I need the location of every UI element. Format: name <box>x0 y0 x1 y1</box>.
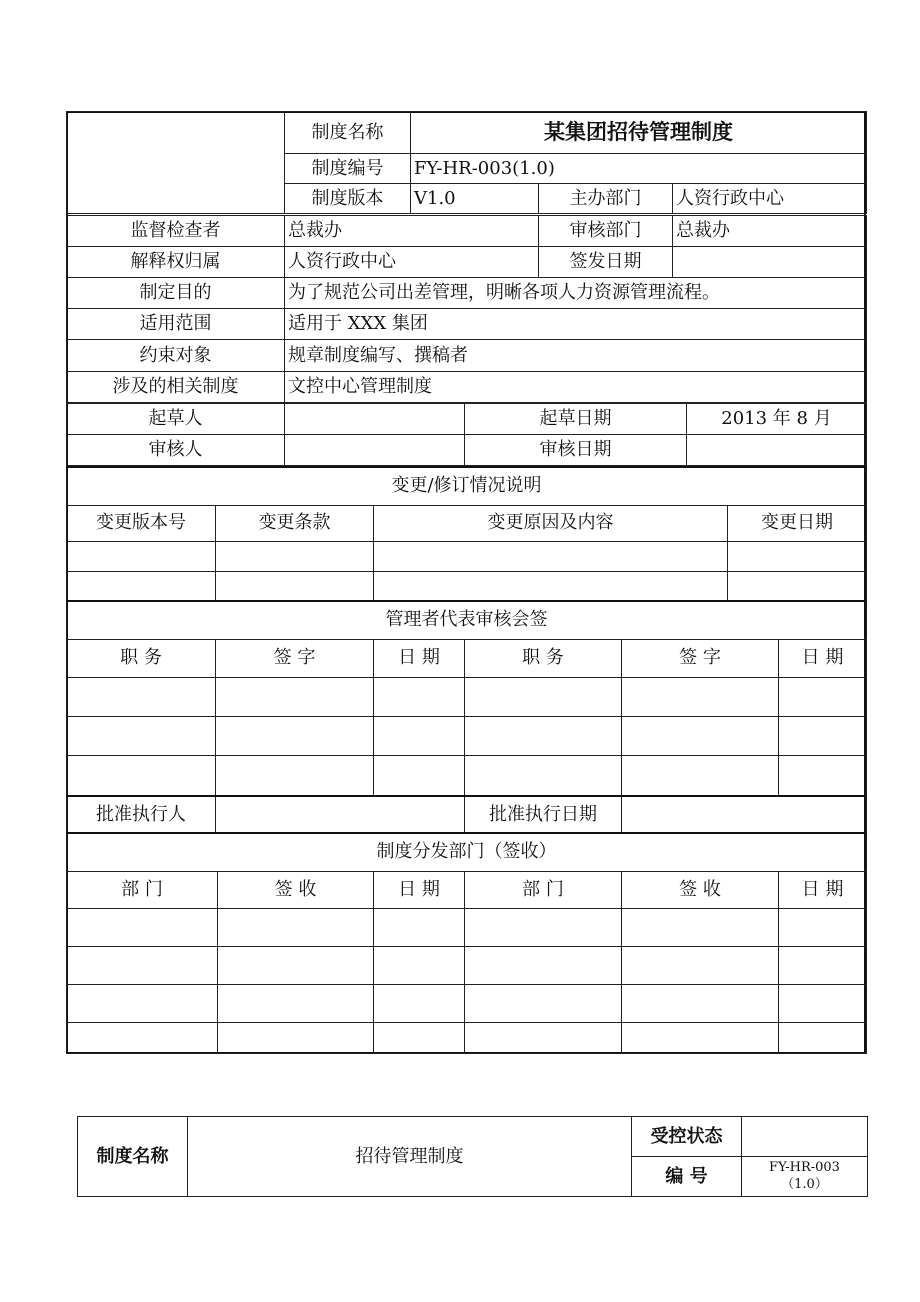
footer-control-label: 受控状态 <box>632 1117 742 1157</box>
table-row <box>67 908 867 946</box>
purpose-value: 为了规范公司出差管理，明晰各项人力资源管理流程。 <box>285 278 867 309</box>
policy-code-label: 制度编号 <box>285 154 411 184</box>
distribution-header: 签 收 <box>622 871 779 908</box>
scope-label: 适用范围 <box>67 309 285 340</box>
changes-block <box>66 466 866 602</box>
signoff-header: 日 期 <box>779 639 867 677</box>
purpose-label: 制定目的 <box>67 278 285 309</box>
table-row <box>67 1022 867 1053</box>
approve-date-label: 批准执行日期 <box>465 796 622 833</box>
draft-date-value: 2013 年 8 月 <box>687 404 867 435</box>
footer-block <box>77 1116 867 1197</box>
table-row <box>67 755 867 795</box>
changes-header: 变更版本号 <box>67 505 216 541</box>
footer-control-value <box>742 1117 868 1157</box>
draft-date-label: 起草日期 <box>465 404 687 435</box>
policy-name-label: 制度名称 <box>285 112 411 154</box>
footer-number-line2: （1.0） <box>781 1176 828 1192</box>
scope-value: 适用于 XXX 集团 <box>285 309 867 340</box>
review-date-label: 审核日期 <box>465 435 687 466</box>
supervisor-label: 监督检查者 <box>67 216 285 247</box>
signoff-header: 职 务 <box>67 639 216 677</box>
review-dept-value: 总裁办 <box>673 216 867 247</box>
footer-number-value <box>742 1157 868 1197</box>
changes-section-title: 变更/修订情况说明 <box>67 467 867 505</box>
table-row <box>67 984 867 1022</box>
reviewer-value <box>285 435 465 466</box>
logo-cell <box>67 112 285 214</box>
info-block <box>66 215 866 403</box>
issue-date-label: 签发日期 <box>539 247 673 278</box>
changes-header: 变更日期 <box>728 505 867 541</box>
table-row <box>67 716 867 755</box>
target-value: 规章制度编写、撰稿者 <box>285 340 867 372</box>
interpret-label: 解释权归属 <box>67 247 285 278</box>
distribution-header: 日 期 <box>779 871 867 908</box>
signoff-header: 签 字 <box>216 639 374 677</box>
page-title: 某集团招待管理制度 <box>411 112 867 154</box>
drafter-label: 起草人 <box>67 404 285 435</box>
interpret-value: 人资行政中心 <box>285 247 539 278</box>
signoff-block <box>66 600 866 796</box>
distribution-section-title: 制度分发部门（签收） <box>67 833 867 871</box>
reviewer-label: 审核人 <box>67 435 285 466</box>
changes-header: 变更条款 <box>216 505 374 541</box>
distribution-header: 日 期 <box>374 871 465 908</box>
review-dept-label: 审核部门 <box>539 216 673 247</box>
policy-version-label: 制度版本 <box>285 184 411 214</box>
host-dept-label: 主办部门 <box>539 184 673 214</box>
distribution-header: 部 门 <box>465 871 622 908</box>
draft-block <box>66 403 866 466</box>
signoff-section-title: 管理者代表审核会签 <box>67 601 867 639</box>
policy-code-value: FY-HR-003(1.0) <box>411 154 867 184</box>
distribution-header: 部 门 <box>67 871 218 908</box>
related-label: 涉及的相关制度 <box>67 372 285 403</box>
table-row <box>67 946 867 984</box>
issue-date-value <box>673 247 867 278</box>
distribution-block <box>66 832 866 1054</box>
signoff-header: 日 期 <box>374 639 465 677</box>
table-row <box>67 571 867 601</box>
distribution-header: 签 收 <box>218 871 374 908</box>
approve-date-value <box>622 796 867 833</box>
changes-header: 变更原因及内容 <box>374 505 728 541</box>
related-value: 文控中心管理制度 <box>285 372 867 403</box>
table-row <box>67 541 867 571</box>
review-date-value <box>687 435 867 466</box>
approval-block <box>66 795 866 834</box>
footer-name-label: 制度名称 <box>78 1117 188 1197</box>
signoff-header: 签 字 <box>622 639 779 677</box>
approver-label: 批准执行人 <box>67 796 216 833</box>
target-label: 约束对象 <box>67 340 285 372</box>
supervisor-value: 总裁办 <box>285 216 539 247</box>
signoff-header: 职 务 <box>465 639 622 677</box>
footer-number-label: 编 号 <box>632 1157 742 1197</box>
footer-number-line1: FY-HR-003 <box>769 1159 840 1175</box>
drafter-value <box>285 404 465 435</box>
approver-value <box>216 796 465 833</box>
header-block <box>66 111 866 214</box>
table-row <box>67 677 867 716</box>
policy-version-value: V1.0 <box>411 184 539 214</box>
host-dept-value: 人资行政中心 <box>673 184 867 214</box>
footer-name-value: 招待管理制度 <box>188 1117 632 1197</box>
